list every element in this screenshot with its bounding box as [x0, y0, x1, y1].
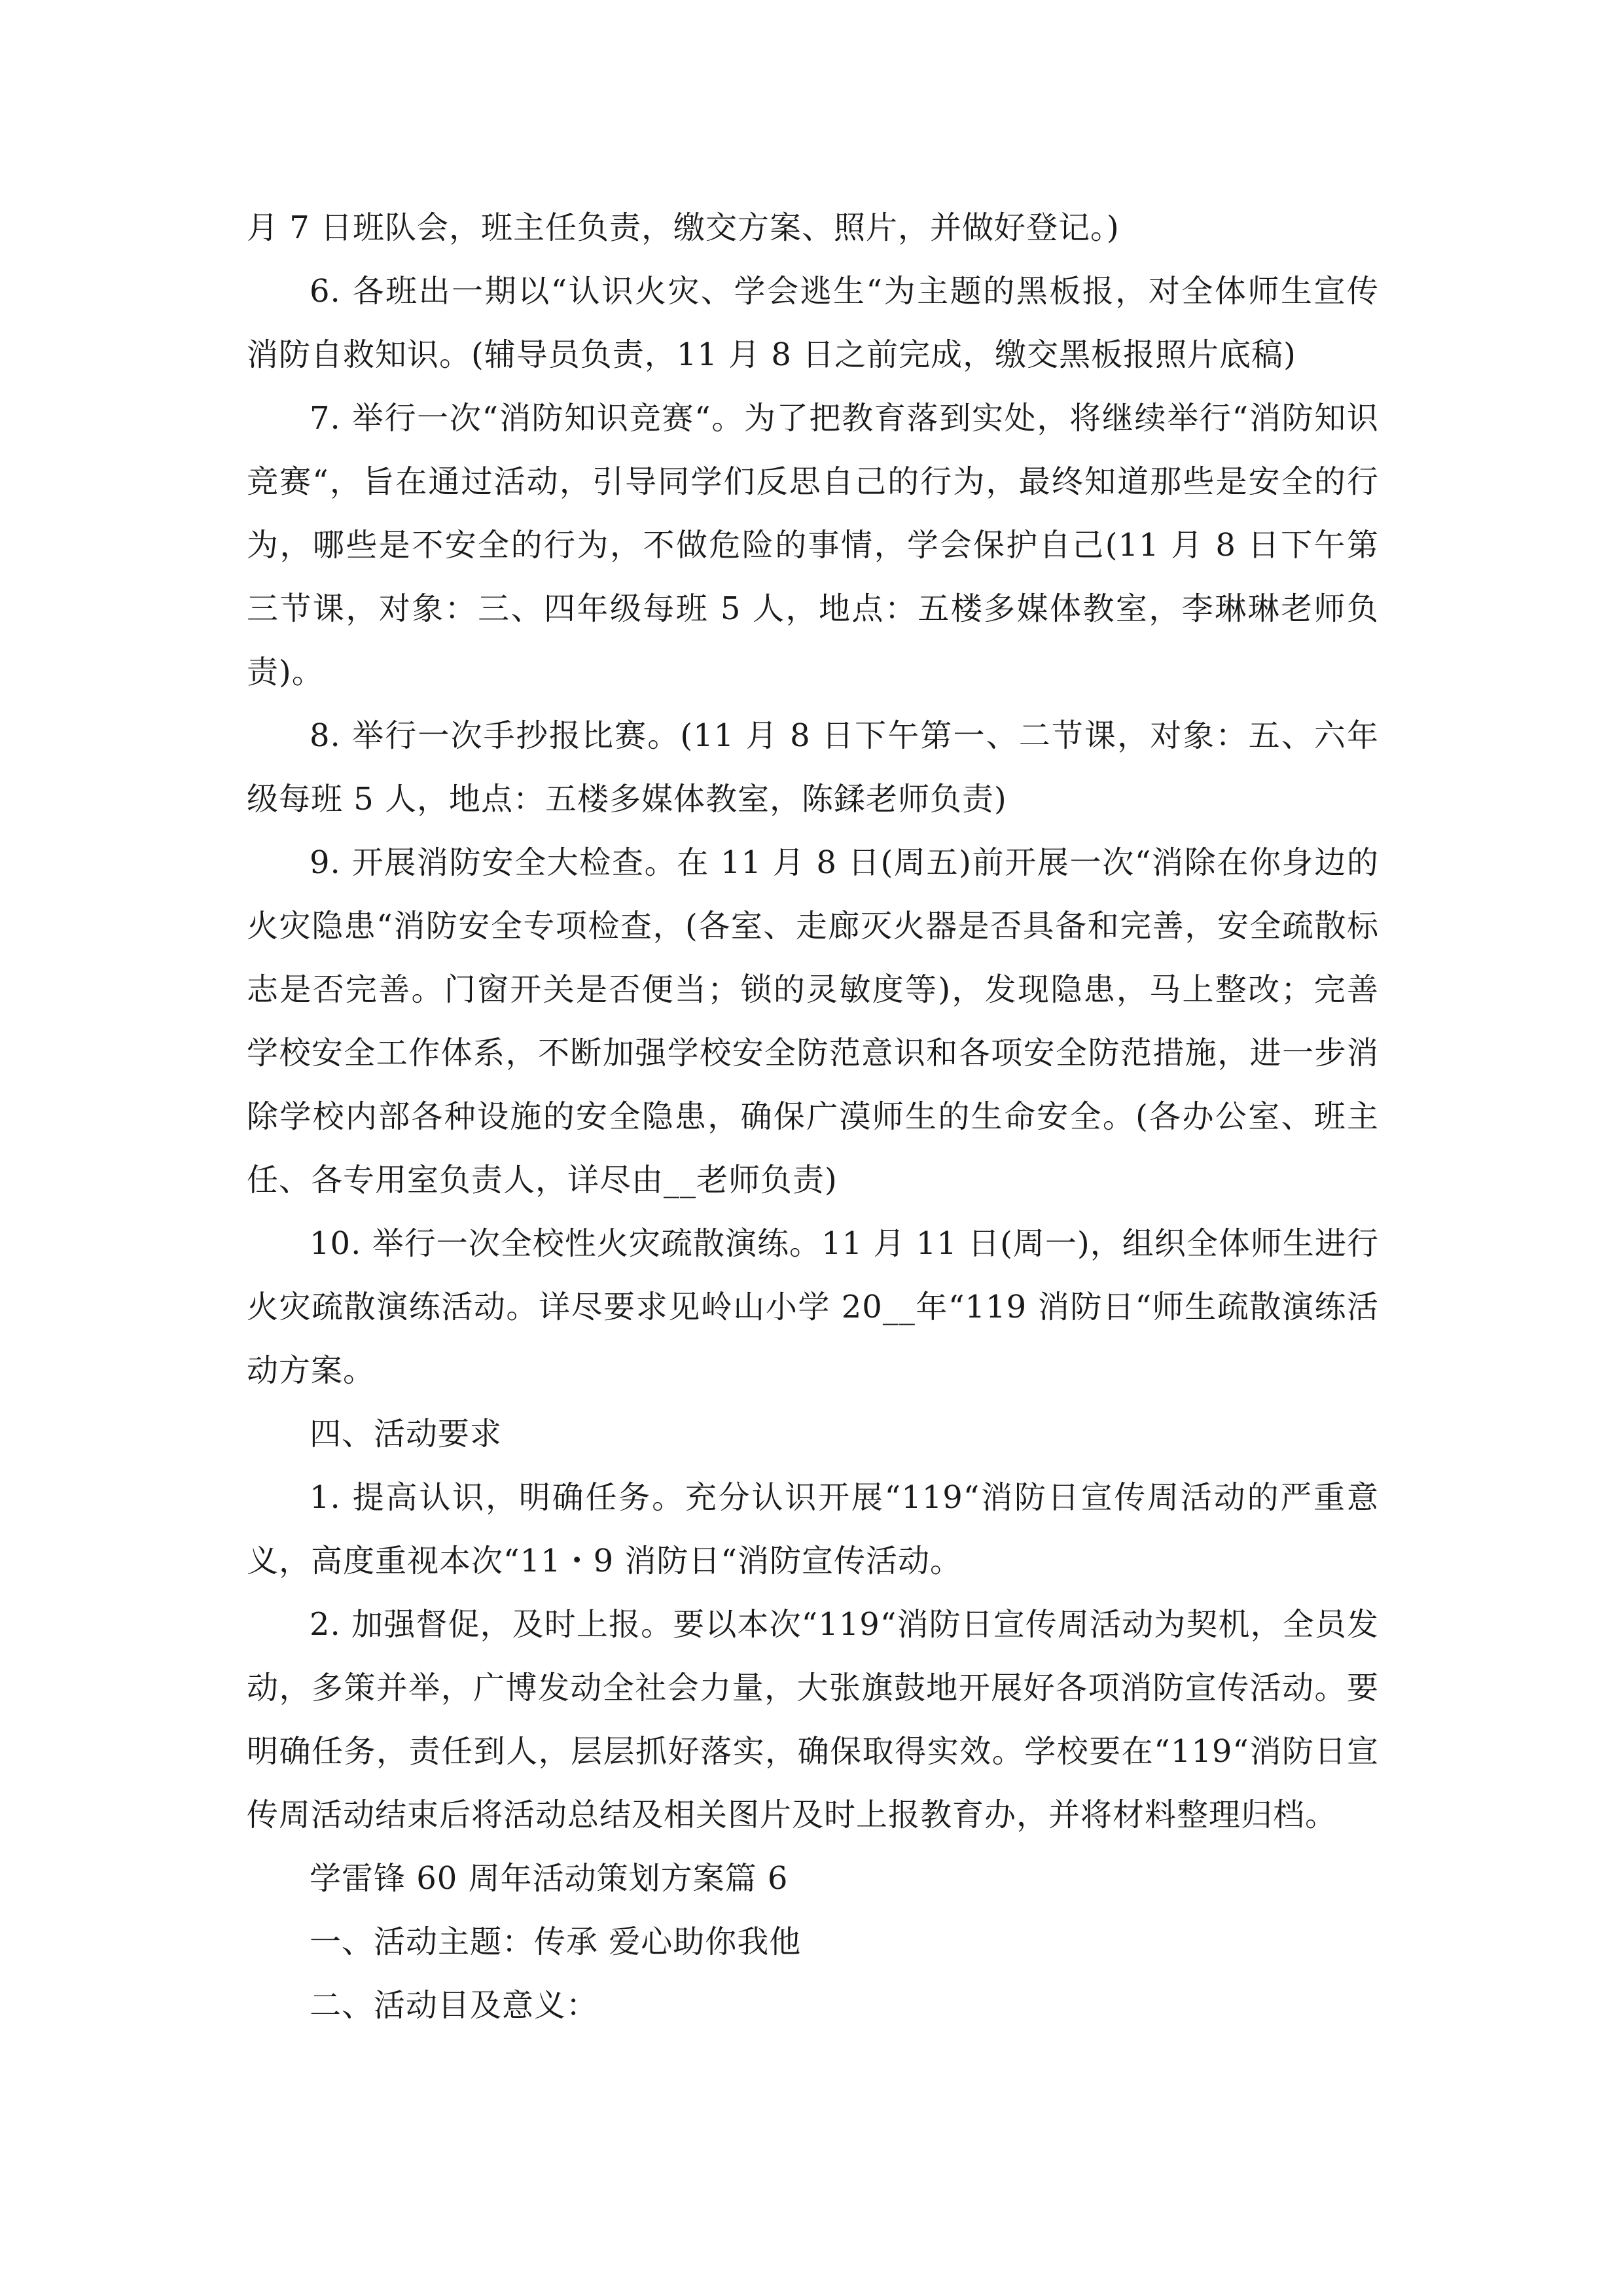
paragraph-1: 月 7 日班队会，班主任负责，缴交方案、照片，并做好登记。)	[247, 209, 1120, 246]
paragraph-5: 9. 开展消防安全大检查。在 11 月 8 日(周五)前开展一次“消除在你身边的火灾隐患“消防安全专项检查，(各室、走廊灭火器是否具备和完善，安全疏散标志是否完善。门窗开关是否便当；锁的灵敏度等)，发现隐患，马上整改；完善学校安全工作体系，不断加强学校安全防范意识和各项安全防范措施，进一步消除学校内部各种设施的安全隐患，确保广漠师生的生命安全。(各办公室、班主任、各专用室负责人，详尽由__老师负责)	[247, 844, 1379, 1198]
document-page	[247, 196, 1379, 2037]
paragraph-3: 7. 举行一次“消防知识竞赛“。为了把教育落到实处，将继续举行“消防知识竞赛“，旨在通过活动，引导同学们反思自己的行为，最终知道那些是安全的行为，哪些是不安全的行为，不做危险的事情，学会保护自己(11 月 8 日下午第三节课，对象：三、四年级每班 5 人，地点：五楼多媒体教室，李琳琳老师负责)。	[247, 400, 1379, 691]
section-heading-requirements: 四、活动要求	[310, 1416, 503, 1452]
section-heading-theme: 一、活动主题：传承 爱心助你我他	[310, 1924, 802, 1960]
paragraph-8: 1. 提高认识，明确任务。充分认识开展“119“消防日宣传周活动的严重意义，高度重视本次“11・9 消防日“消防宣传活动。	[247, 1479, 1379, 1579]
paragraph-6: 10. 举行一次全校性火灾疏散演练。11 月 11 日(周一)，组织全体师生进行火灾疏散演练活动。详尽要求见岭山小学 20__年“119 消防日“师生疏散演练活动方案。	[247, 1225, 1379, 1389]
paragraph-9: 2. 加强督促，及时上报。要以本次“119“消防日宣传周活动为契机，全员发动，多策并举，广博发动全社会力量，大张旗鼓地开展好各项消防宣传活动。要明确任务，责任到人，层层抓好落实，确保取得实效。学校要在“119“消防日宣传周活动结束后将活动总结及相关图片及时上报教育办，并将材料整理归档。	[247, 1606, 1379, 1833]
article-title: 学雷锋 60 周年活动策划方案篇 6	[310, 1860, 789, 1897]
paragraph-4: 8. 举行一次手抄报比赛。(11 月 8 日下午第一、二节课，对象：五、六年级每班 5 人，地点：五楼多媒体教室，陈鍒老师负责)	[247, 717, 1379, 817]
section-heading-purpose: 二、活动目及意义：	[310, 1987, 599, 2024]
paragraph-2: 6. 各班出一期以“认识火灾、学会逃生“为主题的黑板报，对全体师生宣传消防自救知识。(辅导员负责，11 月 8 日之前完成，缴交黑板报照片底稿)	[247, 273, 1379, 373]
